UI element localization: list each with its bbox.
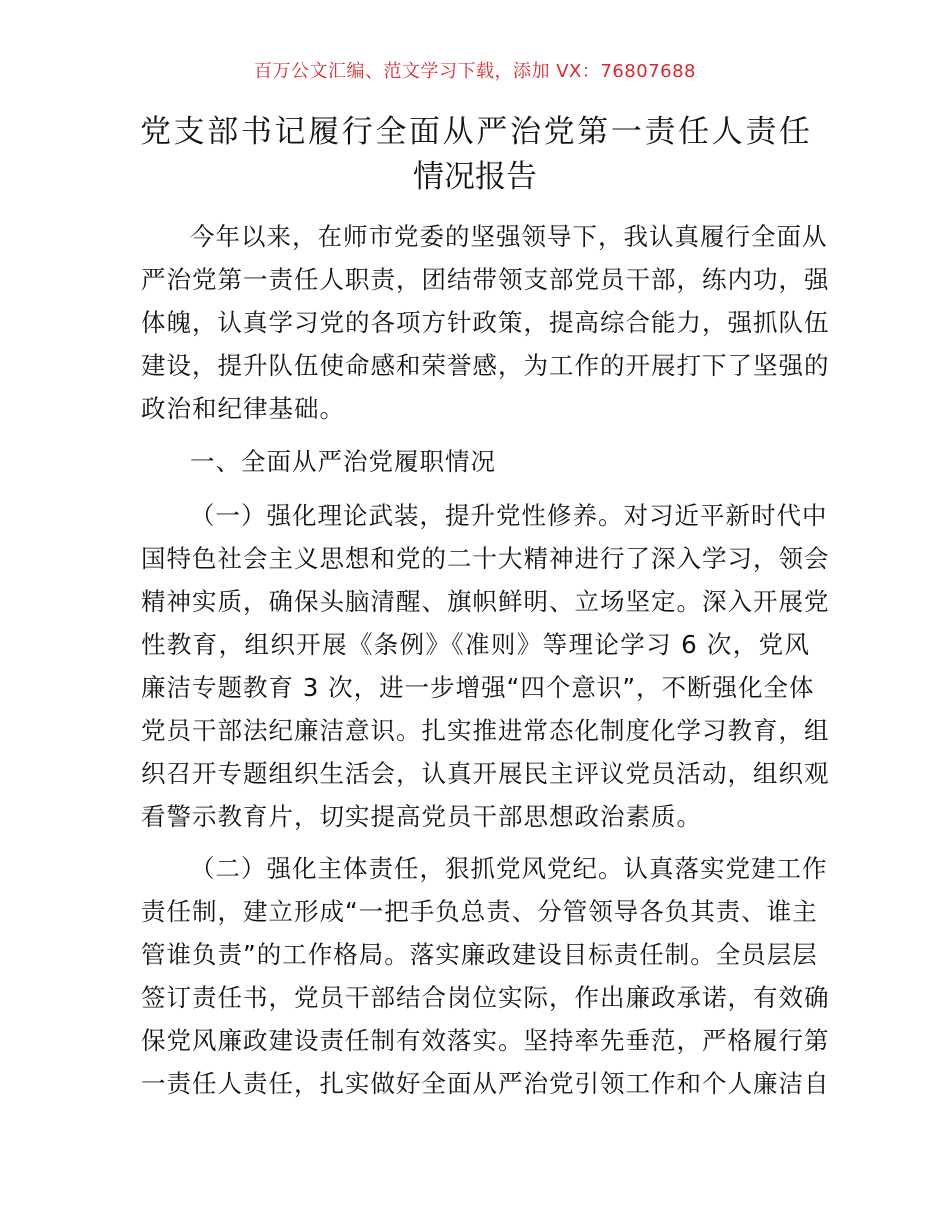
text-line: 精神实质，确保头脑清醒、旗帜鲜明、立场坚定。深入开展党 — [141, 587, 830, 616]
text-line: 党员干部法纪廉洁意识。扎实推进常态化制度化学习教育，组 — [141, 716, 830, 745]
text-line: 今年以来，在师市党委的坚强领导下，我认真履行全面从 — [190, 222, 828, 251]
text-line: 廉洁专题教育 3 次，进一步增强“四个意识”，不断强化全体 — [141, 673, 815, 702]
document-title-line-1: 党支部书记履行全面从严治党第一责任人责任 — [140, 114, 810, 150]
text-line: 看警示教育片，切实提高党员干部思想政治素质。 — [141, 802, 702, 831]
text-line: （二）强化主体责任，狠抓党风党纪。认真落实党建工作 — [190, 854, 828, 883]
text-line: 责任制，建立形成“一把手负总责、分管领导各负其责、谁主 — [141, 897, 818, 926]
text-line: 国特色社会主义思想和党的二十大精神进行了深入学习，领会 — [141, 544, 830, 573]
text-line: 严治党第一责任人职责，团结带领支部党员干部，练内功，强 — [141, 265, 830, 294]
text-line: 体魄，认真学习党的各项方针政策，提高综合能力，强抓队伍 — [141, 308, 830, 337]
document-title-line-2: 情况报告 — [413, 159, 537, 195]
section-heading: 一、全面从严治党履职情况 — [190, 447, 496, 476]
text-line: 建设，提升队伍使命感和荣誉感，为工作的开展打下了坚强的 — [141, 351, 830, 380]
text-line: 政治和纪律基础。 — [141, 394, 345, 423]
text-line: 一责任人责任，扎实做好全面从严治党引领工作和个人廉洁自 — [141, 1069, 830, 1098]
text-line: 保党风廉政建设责任制有效落实。坚持率先垂范，严格履行第 — [141, 1026, 830, 1055]
text-line: 织召开专题组织生活会，认真开展民主评议党员活动，组织观 — [141, 759, 830, 788]
text-line: 签订责任书，党员干部结合岗位实际，作出廉政承诺，有效确 — [141, 983, 830, 1012]
text-line: （一）强化理论武装，提升党性修养。对习近平新时代中 — [190, 501, 828, 530]
watermark-header: 百万公文汇编、范文学习下载，添加 VX：76807688 — [254, 61, 696, 82]
text-line: 性教育，组织开展《条例》《准则》等理论学习 6 次，党风 — [141, 630, 810, 659]
text-line: 管谁负责”的工作格局。落实廉政建设目标责任制。全员层层 — [141, 940, 818, 969]
